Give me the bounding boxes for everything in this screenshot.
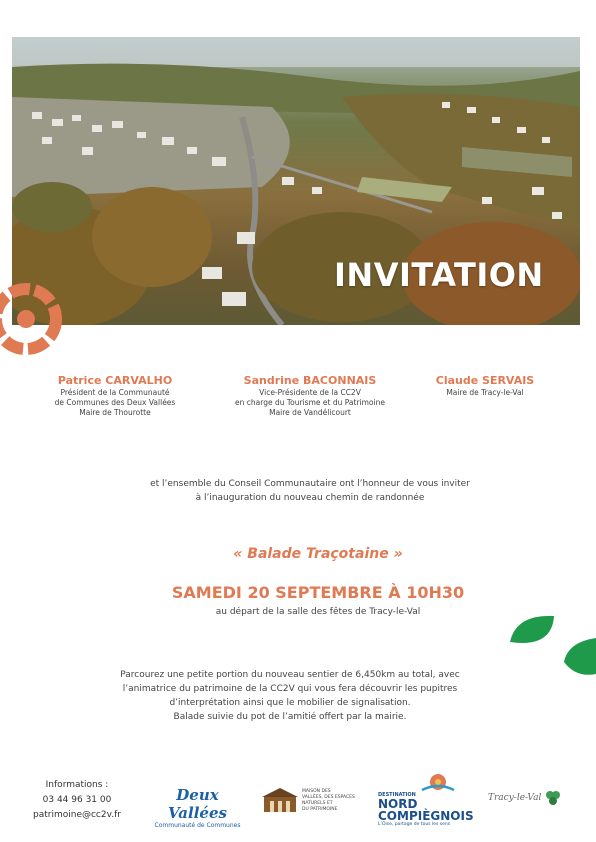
intro-line: à l’inauguration du nouveau chemin de randonnée: [195, 493, 425, 503]
nord-big-text-2: COMPIÈGNOIS: [378, 809, 474, 823]
host-role-line: Maire de Tracy-le-Val: [446, 388, 524, 397]
espaces-line: NATURELS ET: [302, 801, 333, 806]
nord-compiegnois-logo: [378, 772, 474, 827]
description-line: l’animatrice du patrimoine de la CC2V qui vous fera découvrir les pupitres: [122, 684, 458, 694]
deux-vallees-subtitle: Communauté de Communes: [154, 822, 241, 829]
clover-icon: [545, 790, 561, 806]
tracy-script-text: Tracy-le-Val: [488, 793, 542, 803]
host-name: Patrice CARVALHO: [57, 374, 173, 387]
maison-espaces-naturels-logo: [262, 788, 362, 814]
deux-vallees-logo: [145, 786, 250, 829]
host-role-line: de Communes des Deux Vallées: [54, 398, 176, 407]
host-role-line: Vice-Présidente de la CC2V: [259, 388, 361, 397]
tracy-le-val-logo: [488, 790, 588, 806]
invitation-title: INVITATION: [334, 256, 544, 294]
info-label: Informations :: [45, 780, 109, 790]
event-place: au départ de la salle des fêtes de Tracy-le-Val: [215, 607, 421, 617]
event-date: SAMEDI 20 SEPTEMBRE À 10H30: [171, 583, 465, 602]
espaces-line: MAISON DES: [302, 789, 331, 794]
host-role-line: Maire de Vandélicourt: [269, 408, 351, 417]
description-line: Parcourez une petite portion du nouveau sentier de 6,450km au total, avec: [120, 670, 460, 680]
contact-info: [22, 778, 132, 823]
description-line: d’interprétation ainsi que le mobilier de signalisation.: [169, 698, 411, 708]
description-line: Balade suivie du pot de l’amitié offert par la mairie.: [173, 712, 407, 722]
heritage-building-icon: [262, 788, 298, 814]
cc2v-emblem-icon: [0, 283, 62, 355]
intro-line: et l’ensemble du Conseil Communautaire ont l’honneur de vous inviter: [150, 479, 470, 489]
intro-text: [60, 477, 560, 505]
espaces-line: DU PATRIMOINE: [302, 807, 338, 812]
nord-sub-text: L’Oise, partage de tous les sens: [378, 822, 451, 827]
nord-top-text: DESTINATION: [378, 792, 416, 798]
host-role-line: Président de la Communauté: [60, 388, 170, 397]
host-baconnais: [210, 373, 410, 418]
host-servais: [410, 373, 560, 398]
host-role-line: Maire de Thourotte: [79, 408, 151, 417]
host-name: Claude SERVAIS: [435, 374, 535, 387]
host-role-line: en charge du Tourisme et du Patrimoine: [235, 398, 385, 407]
espaces-line: VALLÉES, DES ESPACES: [302, 795, 355, 800]
info-phone[interactable]: 03 44 96 31 00: [42, 795, 112, 805]
nord-flower-icon: [418, 772, 458, 792]
event-name: « Balade Traçotaine »: [233, 546, 403, 562]
description-text: [80, 668, 500, 724]
deux-vallees-title: Deux Vallées: [168, 786, 227, 822]
host-carvalho: [20, 373, 210, 418]
leaf-icon: [506, 612, 596, 682]
nord-big-text: NORD: [378, 797, 418, 811]
info-email[interactable]: patrimoine@cc2v.fr: [33, 810, 121, 820]
hosts-section: [0, 373, 596, 433]
host-name: Sandrine BACONNAIS: [243, 374, 377, 387]
